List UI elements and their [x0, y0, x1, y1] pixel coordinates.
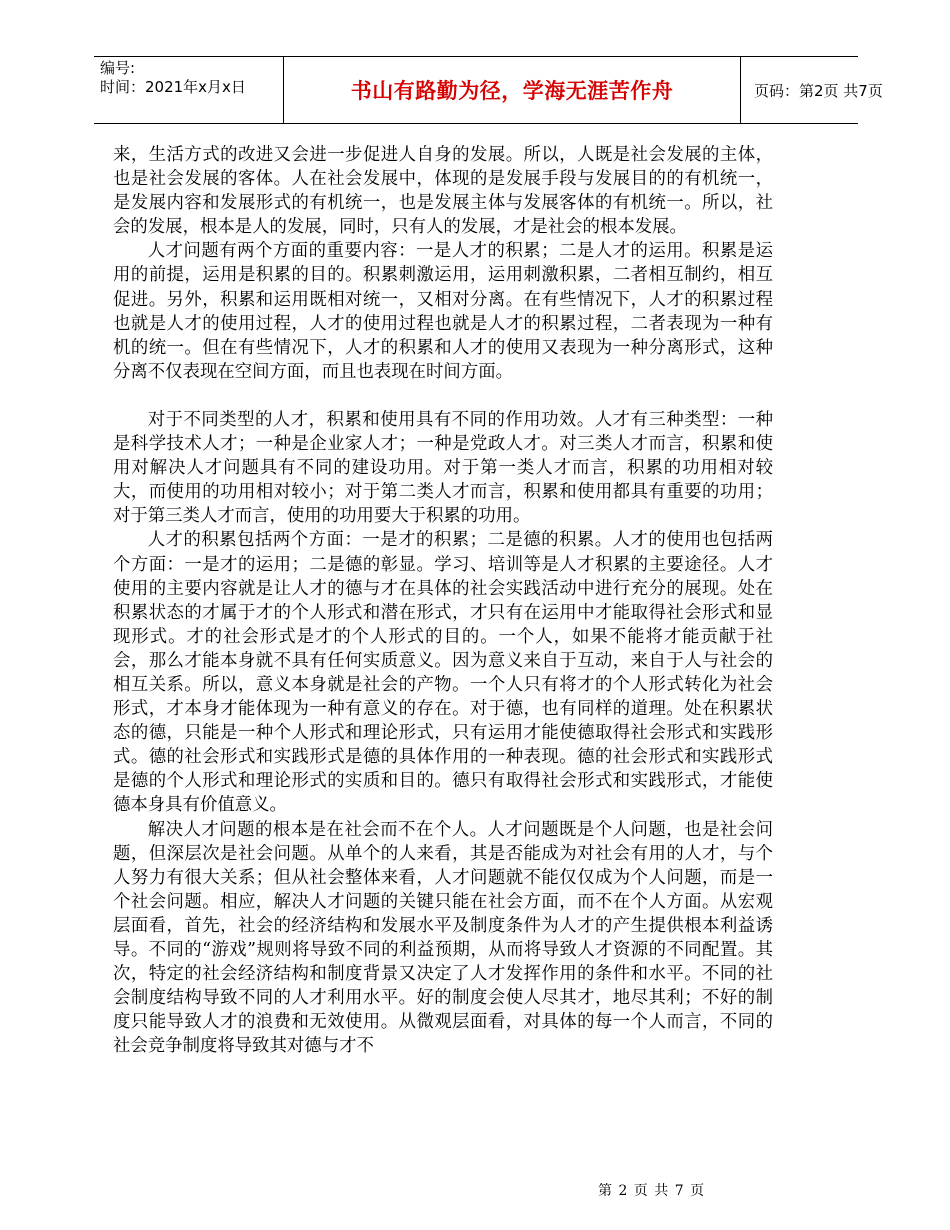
paragraph-social-solution: 解决人才问题的根本是在社会而不在个人。人才问题既是个人问题，也是社会问题，但深层次是社会问题。从单个的人来看，其是否能成为对社会有用的人才，与个人努力有很大关系；但从社会整体来看，人才问题就不能仅仅成为个人问题，而是一个社会问题。相应，解决人才问题的关键只能在社会方面，而不在个人方面。从宏观层面看，首先，社会的经济结构和发展水平及制度条件为人才的产生提供根本利益诱导。不同的“游戏”规则将导致不同的利益预期，从而将导致人才资源的不同配置。其次，特定的社会经济结构和制度背景又决定了人才发挥作用的条件和水平。不同的社会制度结构导致不同的人才利用水平。好的制度会使人尽其才，地尽其利；不好的制度只能导致人才的浪费和无效使用。从微观层面看，对具体的每一个人而言，不同的社会竞争制度将导致其对德与才不: [113, 819, 773, 1057]
header-meta-cell: [94, 57, 284, 123]
code-label: 编号:: [100, 59, 136, 77]
header-motto: 书山有路勤为径，学海无涯苦作舟: [284, 57, 741, 123]
page-header: [94, 56, 883, 124]
paragraph-continuation: 来，生活方式的改进又会进一步促进人自身的发展。所以，人既是社会发展的主体，也是社会发展的客体。人在社会发展中，体现的是发展手段与发展目的的有机统一，是发展内容和发展形式的有机统一，也是发展主体与发展客体的有机统一。所以，社会的发展，根本是人的发展，同时，只有人的发展，才是社会的根本发展。: [113, 145, 773, 238]
document-body: [113, 143, 773, 1058]
page-footer: 第 2 页 共 7 页: [598, 1183, 706, 1199]
header-page-info: 页码：第2页 共7页: [754, 81, 883, 100]
paragraph-virtue-ability: 人才的积累包括两个方面：一是才的积累；二是德的积累。人才的使用也包括两个方面：一是才的运用；二是德的彰显。学习、培训等是人才积累的主要途径。人才使用的主要内容就是让人才的德与才在具体的社会实践活动中进行充分的展现。处在积累状态的才属于才的个人形式和潜在形式，才只有在运用中才能取得社会形式和显现形式。才的社会形式是才的个人形式的目的。一个人，如果不能将才能贡献于社会，那么才能本身就不具有任何实质意义。因为意义来自于互动，来自于人与社会的相互关系。所以，意义本身就是社会的产物。一个人只有将才的个人形式转化为社会形式，才本身才能体现为一种有意义的存在。对于德，也有同样的道理。处在积累状态的德，只能是一种个人形式和理论形式，只有运用才能使德取得社会形式和实践形式。德的社会形式和实践形式是德的具体作用的一种表现。德的社会形式和实践形式是德的个人形式和理论形式的实质和目的。德只有取得社会形式和实践形式，才能使德本身具有价值意义。: [113, 530, 773, 816]
paragraph-talent-types: 对于不同类型的人才，积累和使用具有不同的作用功效。人才有三种类型：一种是科学技术人才；一种是企业家人才；一种是党政人才。对三类人才而言，积累和使用对解决人才问题具有不同的建设功用。对于第一类人才而言，积累的功用相对较大，而使用的功用相对较小；对于第二类人才而言，积累和使用都具有重要的功用；对于第三类人才而言，使用的功用要大于积累的功用。: [113, 409, 773, 527]
paragraph-talent-accumulation: 人才问题有两个方面的重要内容：一是人才的积累；二是人才的运用。积累是运用的前提，运用是积累的目的。积累刺激运用，运用刺激积累，二者相互制约，相互促进。另外，积累和运用既相对统一，又相对分离。在有些情况下，人才的积累过程也就是人才的使用过程，人才的使用过程也就是人才的积累过程，二者表现为一种有机的统一。但在有些情况下，人才的积累和人才的使用又表现为一种分离形式，这种分离不仅表现在空间方面，而且也表现在时间方面。: [113, 241, 773, 382]
time-label: 时间：2021年x月x日: [100, 78, 246, 96]
